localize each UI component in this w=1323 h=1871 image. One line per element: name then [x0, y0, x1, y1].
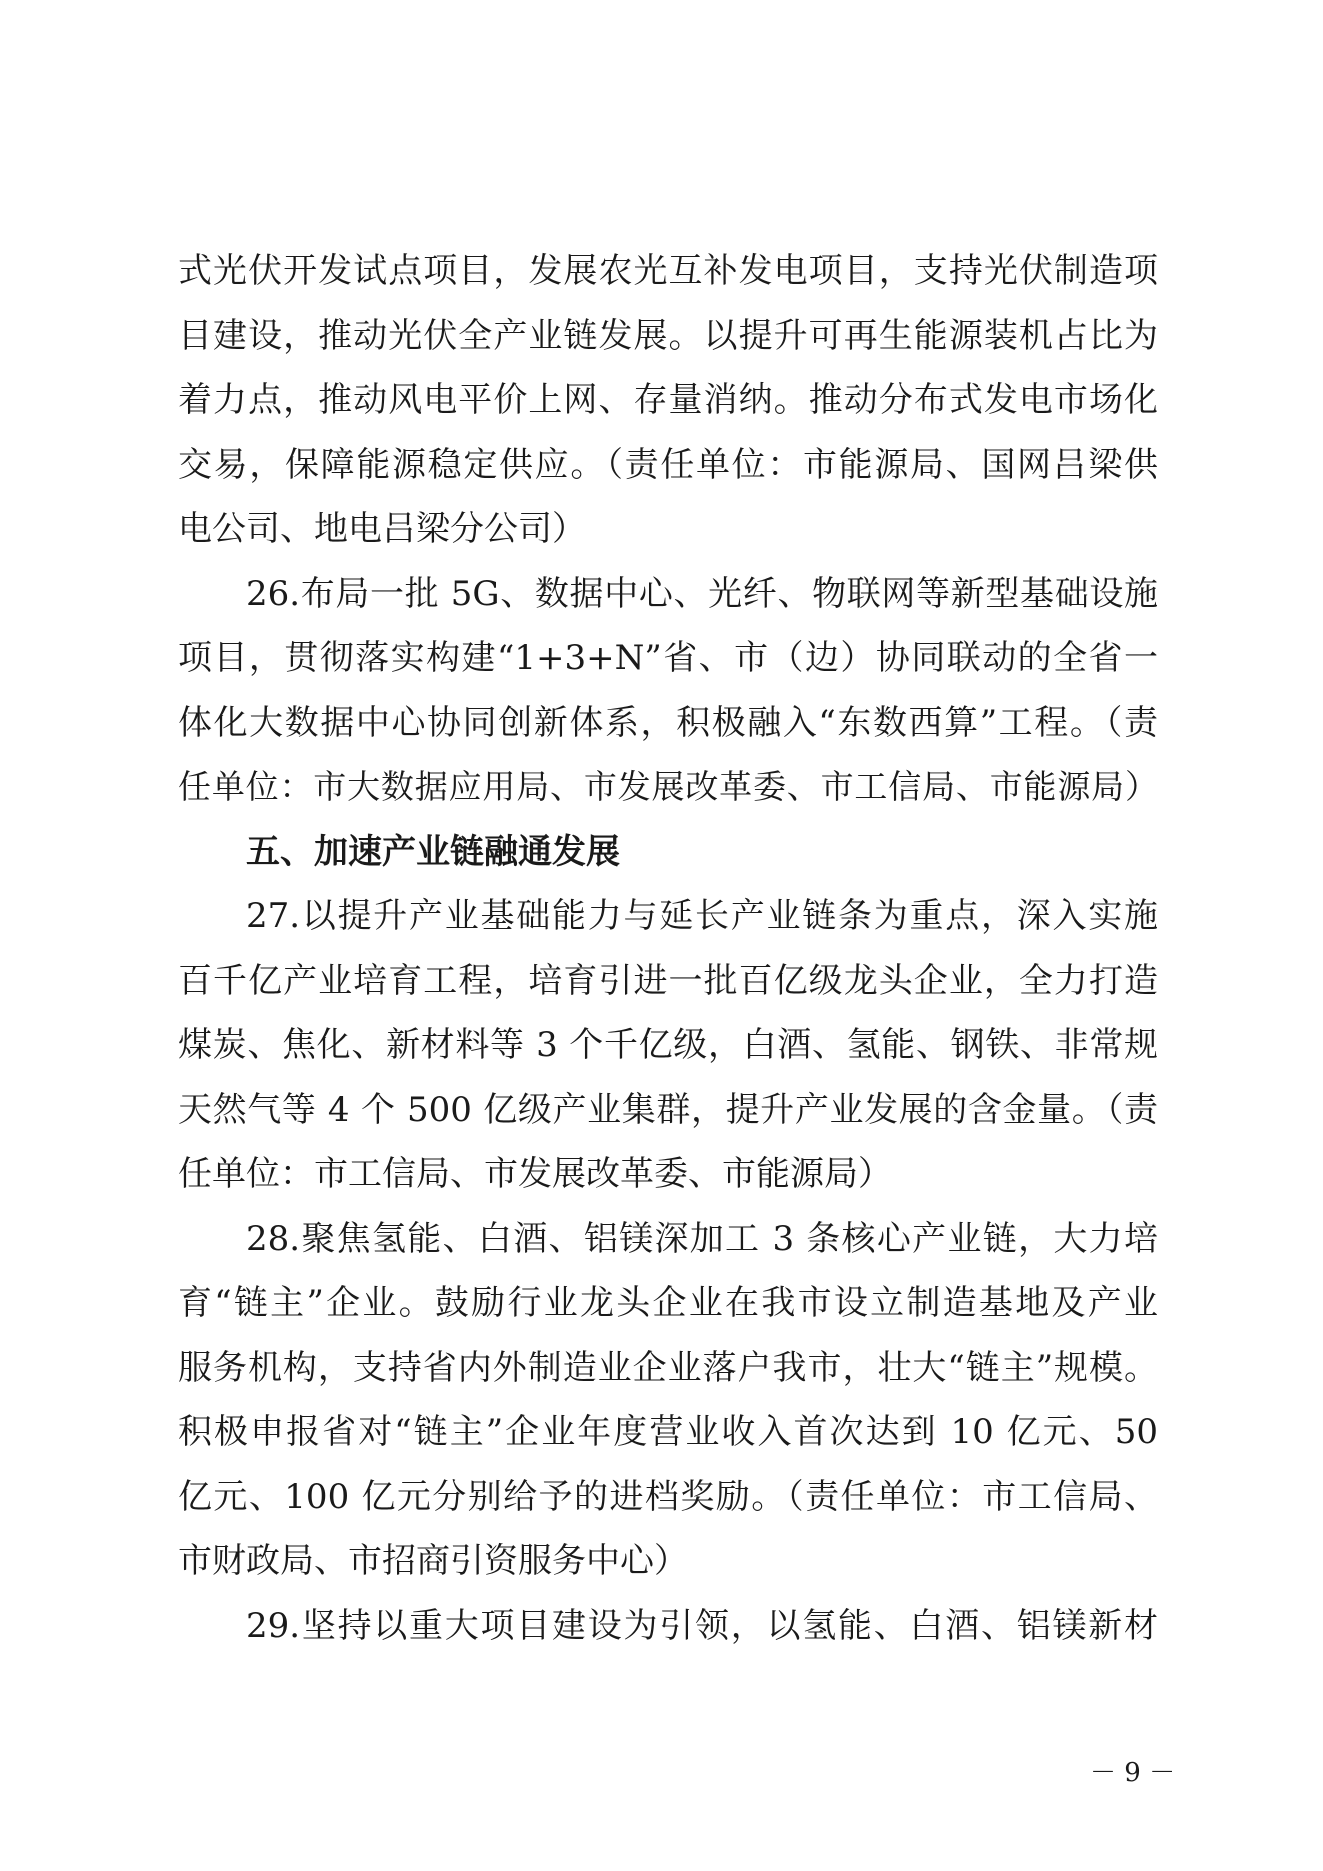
text-line: 项目，贯彻落实构建“1+3+N”省、市（边）协同联动的全省一 [178, 638, 1158, 678]
text-line: 煤炭、焦化、新材料等 3 个千亿级，白酒、氢能、钢铁、非常规 [178, 1025, 1158, 1065]
text-line: 积极申报省对“链主”企业年度营业收入首次达到 10 亿元、50 [178, 1412, 1158, 1452]
item-27-start: 27.以提升产业基础能力与延长产业链条为重点，深入实施 [246, 896, 1158, 936]
text-line: 育“链主”企业。鼓励行业龙头企业在我市设立制造基地及产业 [178, 1283, 1158, 1323]
text-line: 市财政局、市招商引资服务中心） [178, 1541, 688, 1581]
text-line: 服务机构，支持省内外制造业企业落户我市，壮大“链主”规模。 [178, 1347, 1158, 1388]
text-line: 着力点，推动风电平价上网、存量消纳。推动分布式发电市场化 [178, 380, 1158, 420]
text-line: 天然气等 4 个 500 亿级产业集群，提升产业发展的含金量。（责 [178, 1089, 1158, 1130]
text-line: 式光伏开发试点项目，发展农光互补发电项目，支持光伏制造项 [178, 251, 1158, 291]
text-line: 电公司、地电吕梁分公司） [178, 509, 586, 549]
item-26-start: 26.布局一批 5G、数据中心、光纤、物联网等新型基础设施 [246, 573, 1158, 614]
item-28-start: 28.聚焦氢能、白酒、铝镁深加工 3 条核心产业链，大力培 [246, 1218, 1158, 1259]
section-heading: 五、加速产业链融通发展 [246, 831, 620, 872]
text-line: 交易，保障能源稳定供应。（责任单位：市能源局、国网吕梁供 [178, 444, 1158, 485]
text-line: 百千亿产业培育工程，培育引进一批百亿级龙头企业，全力打造 [178, 960, 1158, 1001]
text-line: 任单位：市大数据应用局、市发展改革委、市工信局、市能源局） [178, 767, 1158, 806]
item-29-start: 29.坚持以重大项目建设为引领，以氢能、白酒、铝镁新材 [246, 1605, 1158, 1646]
text-line: 任单位：市工信局、市发展改革委、市能源局） [178, 1154, 892, 1194]
text-line: 亿元、100 亿元分别给予的进档奖励。（责任单位：市工信局、 [178, 1476, 1158, 1517]
text-line: 体化大数据中心协同创新体系，积极融入“东数西算”工程。（责 [178, 702, 1158, 743]
body-text [178, 239, 1158, 1658]
page-number: － 9 － [1090, 1758, 1176, 1788]
text-line: 目建设，推动光伏全产业链发展。以提升可再生能源装机占比为 [178, 315, 1158, 356]
